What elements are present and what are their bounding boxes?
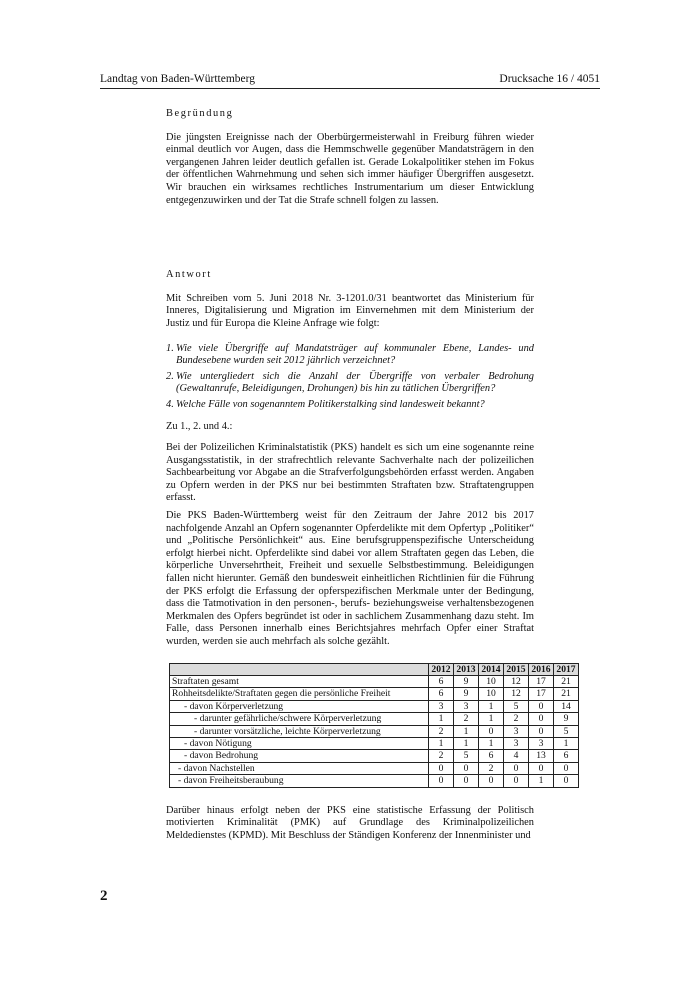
- table-row: [170, 775, 579, 787]
- cell-value: 0: [429, 762, 454, 774]
- table-header-row: [170, 663, 579, 675]
- cell-value: 0: [529, 713, 554, 725]
- cell-value: 2: [504, 713, 529, 725]
- cell-value: 3: [529, 738, 554, 750]
- cell-value: 0: [504, 775, 529, 787]
- cell-value: 0: [479, 775, 504, 787]
- question-text: Wie viele Übergriffe auf Mandatsträger auf kommunaler Ebene, Landes- und Bundesebene wurden seit 2012 jährlich verzeichnet?: [176, 342, 534, 367]
- question-list: [166, 343, 534, 412]
- cell-value: 0: [504, 762, 529, 774]
- cell-value: 2: [454, 713, 479, 725]
- row-label: - darunter vorsätzliche, leichte Körperverletzung: [170, 725, 429, 737]
- answer-section-heading: Zu 1., 2. und 4.:: [166, 420, 233, 432]
- cell-value: 1: [529, 775, 554, 787]
- cell-value: 9: [454, 676, 479, 688]
- cell-value: 6: [479, 750, 504, 762]
- cell-value: 3: [504, 725, 529, 737]
- question-item: [166, 343, 534, 368]
- page-number: 2: [100, 888, 108, 904]
- row-label: - davon Körperverletzung: [170, 700, 429, 712]
- question-item: [166, 371, 534, 396]
- answer-paragraph-victims: Die PKS Baden-Württemberg weist für den Zeitraum der Jahre 2012 bis 2017 nachfolgende Anzahl an Opfern sogenannter Opferdelikte mit dem Opfertyp „Politiker“ und „Politische Persönlichkeit“ aus. Eine berufsgruppenspezifische Unterscheidung erfolgt hierbei nicht. Opferdelikte sind dabei vor allem Straftaten gegen das Leben, die körperliche Unversehrtheit, Freiheit und sexuelle Selbstbestimmung. Beleidigungen fallen nicht hierunter. Gemäß den bundesweit einheitlichen Richtlinien für die Führung der PKS erfolgt die Erfassung der opferspezifischen Merkmale unter der Bedingung, dass die Tatmotivation in den personen-, berufs- beziehungsweise verhaltensbezogenen Merkmalen des Opfers begründet ist oder in sachlichem Zusammenhang dazu steht. Im Falle, dass Personen innerhalb eines Berichtsjahres mehrfach Opfer einer Straftat wurden, werden sie auch mehrfach als solche gezählt.: [166, 510, 534, 647]
- cell-value: 21: [554, 676, 579, 688]
- table-body: [170, 676, 579, 788]
- row-label: - darunter gefährliche/schwere Körperverletzung: [170, 713, 429, 725]
- row-label: Rohheitsdelikte/Straftaten gegen die persönliche Freiheit: [170, 688, 429, 700]
- cell-value: 3: [504, 738, 529, 750]
- cell-value: 6: [554, 750, 579, 762]
- row-label: - davon Bedrohung: [170, 750, 429, 762]
- table-row: [170, 750, 579, 762]
- cell-value: 17: [529, 688, 554, 700]
- row-label: - davon Freiheitsberaubung: [170, 775, 429, 787]
- cell-value: 0: [554, 762, 579, 774]
- cell-value: 1: [454, 725, 479, 737]
- cell-value: 1: [429, 713, 454, 725]
- cell-value: 17: [529, 676, 554, 688]
- table-row: [170, 762, 579, 774]
- cell-value: 1: [429, 738, 454, 750]
- begruendung-text: Die jüngsten Ereignisse nach der Oberbürgermeisterwahl in Freiburg führen wieder einmal deutlich vor Augen, dass die Hemmschwelle gegenüber Mandatsträgern in den vergangenen Jahren leider deutlich gefallen ist. Gerade Lokalpolitiker stehen im Fokus der öffentlichen Wahrnehmung und sehen sich immer häufiger Übergriffen ausgesetzt. Wir brauchen ein wirksames rechtliches Instrumentarium um dieser Entwicklung entgegenzuwirken und der Tat die Strafe schnell folgen zu lassen.: [166, 131, 534, 206]
- cell-value: 0: [529, 725, 554, 737]
- table-row: [170, 676, 579, 688]
- cell-value: 1: [479, 713, 504, 725]
- cell-value: 9: [554, 713, 579, 725]
- document-body: [166, 108, 576, 842]
- cell-value: 0: [529, 700, 554, 712]
- question-text: Welche Fälle von sogenanntem Politikerstalking sind landesweit bekannt?: [176, 398, 485, 410]
- question-text: Wie untergliedert sich die Anzahl der Übergriffe von verbaler Bedrohung (Gewaltanrufe, Beleidigungen, Drohungen) bis hin zu tätlichen Übergriffen?: [176, 370, 534, 395]
- table-row: [170, 725, 579, 737]
- cell-value: 6: [429, 688, 454, 700]
- table-row: [170, 700, 579, 712]
- cell-value: 14: [554, 700, 579, 712]
- cell-value: 10: [479, 688, 504, 700]
- cell-value: 5: [454, 750, 479, 762]
- page-header: [100, 71, 600, 87]
- cell-value: 21: [554, 688, 579, 700]
- cell-value: 1: [479, 700, 504, 712]
- cell-value: 6: [429, 676, 454, 688]
- question-number: 1.: [166, 342, 174, 354]
- year-header: 2016: [529, 663, 554, 675]
- row-label: - davon Nötigung: [170, 738, 429, 750]
- cell-value: 0: [454, 762, 479, 774]
- cell-value: 1: [454, 738, 479, 750]
- question-number: 2.: [166, 370, 174, 382]
- cell-value: 12: [504, 688, 529, 700]
- year-header: 2013: [454, 663, 479, 675]
- cell-value: 4: [504, 750, 529, 762]
- cell-value: 0: [429, 775, 454, 787]
- header-document-number: Drucksache 16 / 4051: [499, 73, 600, 85]
- question-number: 4.: [166, 398, 174, 410]
- year-header: 2012: [429, 663, 454, 675]
- year-header: 2015: [504, 663, 529, 675]
- antwort-intro: Mit Schreiben vom 5. Juni 2018 Nr. 3-1201.0/31 beantwortet das Ministerium für Inneres, Digitalisierung und Migration im Einvernehmen mit dem Ministerium der Justiz und für Europa die Kleine Anfrage wie folgt:: [166, 292, 534, 329]
- cell-value: 3: [454, 700, 479, 712]
- table-header-label: [170, 663, 429, 675]
- header-divider: [100, 88, 600, 89]
- cell-value: 9: [454, 688, 479, 700]
- year-header: 2017: [554, 663, 579, 675]
- antwort-heading: Antwort: [166, 269, 212, 281]
- answer-paragraph-pmk: Darüber hinaus erfolgt neben der PKS eine statistische Erfassung der Politisch motivierten Kriminalität (PMK) auf Grundlage des Kriminalpolizeilichen Meldedienstes (KPMD). Mit Beschluss der Ständigen Konferenz der Innenminister und: [166, 804, 534, 841]
- cell-value: 0: [554, 775, 579, 787]
- cell-value: 2: [429, 725, 454, 737]
- row-label: - davon Nachstellen: [170, 762, 429, 774]
- table-row: [170, 738, 579, 750]
- cell-value: 0: [479, 725, 504, 737]
- cell-value: 10: [479, 676, 504, 688]
- answer-paragraph-pks: Bei der Polizeilichen Kriminalstatistik (PKS) handelt es sich um eine sogenannte reine Ausgangsstatistik, in der strafrechtlich relevante Sachverhalte nach der polizeilichen Sachbearbeitung vor Abgabe an die Strafverfolgungsbehörden erfasst werden. Angaben zu Opfern werden in der PKS nur bei bestimmten Straftaten bzw. Straftatengruppen erfasst.: [166, 442, 534, 504]
- table-row: [170, 713, 579, 725]
- year-header: 2014: [479, 663, 504, 675]
- cell-value: 2: [479, 762, 504, 774]
- table-row: [170, 688, 579, 700]
- question-item: [166, 399, 534, 412]
- cell-value: 1: [554, 738, 579, 750]
- cell-value: 0: [454, 775, 479, 787]
- cell-value: 1: [479, 738, 504, 750]
- begruendung-heading: Begründung: [166, 108, 234, 119]
- cell-value: 0: [529, 762, 554, 774]
- header-institution: Landtag von Baden-Württemberg: [100, 73, 255, 85]
- statistics-table: [169, 663, 579, 788]
- row-label: Straftaten gesamt: [170, 676, 429, 688]
- cell-value: 3: [429, 700, 454, 712]
- cell-value: 5: [554, 725, 579, 737]
- cell-value: 5: [504, 700, 529, 712]
- cell-value: 2: [429, 750, 454, 762]
- cell-value: 13: [529, 750, 554, 762]
- cell-value: 12: [504, 676, 529, 688]
